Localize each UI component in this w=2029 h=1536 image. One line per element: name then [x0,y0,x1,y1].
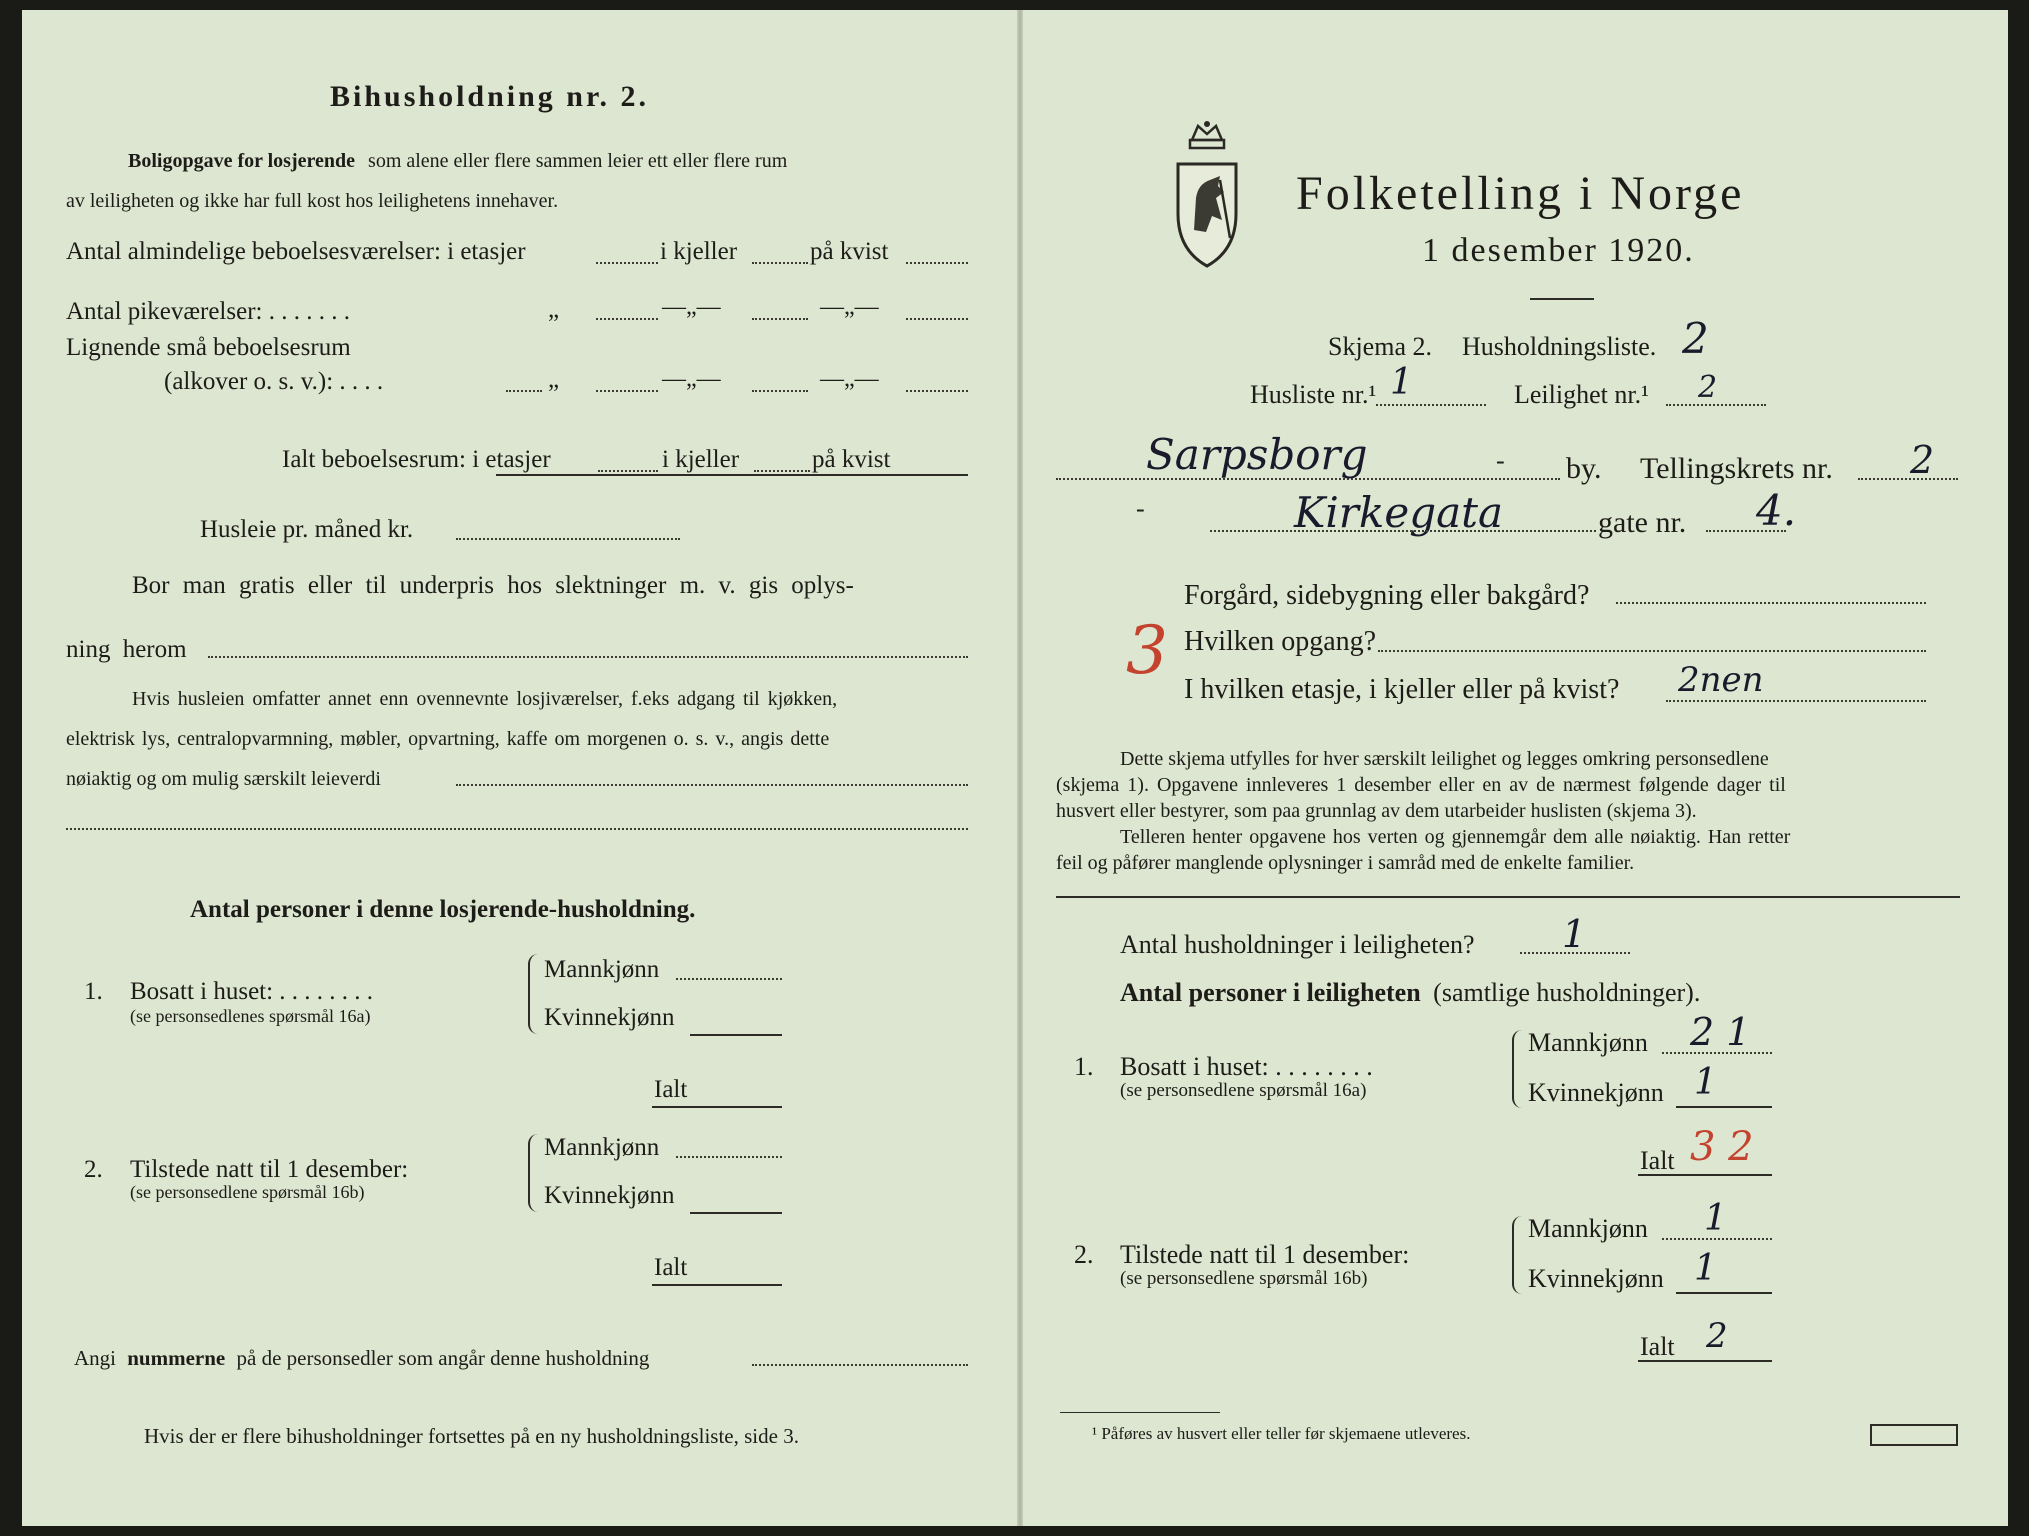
opgang-label: Hvilken opgang? [1184,626,1377,657]
right-bosatt-mann-field[interactable] [1662,1052,1772,1054]
right-bosatt-kvinne-value[interactable]: 1 [1694,1062,1717,1103]
left-bosatt-sub: (se personsedlenes spørsmål 16a) [130,1006,371,1026]
husleie-field[interactable] [456,538,680,540]
forgaard-field[interactable] [1616,602,1926,604]
by-label: by. [1566,452,1602,485]
leilighet-label: Leilighet nr.¹ [1514,380,1649,409]
right-tilstede-mann-label: Mannkjønn [1528,1214,1648,1243]
right-tilstede-kvinne-value[interactable]: 1 [1694,1248,1717,1289]
right-tilstede-kvinne-label: Kvinnekjønn [1528,1264,1664,1293]
husliste-value[interactable]: 1 [1390,362,1413,403]
angi-field[interactable] [752,1364,968,1366]
right-tilstede-label: Tilstede natt til 1 desember: [1120,1240,1410,1269]
alkover-label: (alkover o. s. v.): . . . . [164,368,384,395]
leieverdi-field-2[interactable] [66,828,968,830]
pike-ditto-2: —„— [662,294,721,320]
rooms-label: Antal almindelige beboelsesværelser: i etasjer [66,238,526,265]
right-bosatt-sub: (se personsedlene spørsmål 16a) [1120,1080,1367,1101]
right-tilstede-ialt-field[interactable] [1638,1360,1772,1362]
husleie-label: Husleie pr. måned kr. [200,516,414,543]
instructions-rule [1056,896,1960,898]
right-title: Folketelling i Norge [1296,167,1745,220]
right-bosatt-label: Bosatt i huset: . . . . . . . . [1120,1052,1373,1081]
pike-ditto-3: —„— [820,294,879,320]
husholdninger-field[interactable] [1520,952,1630,954]
ialt-kjeller-label: i kjeller [662,446,740,473]
right-persons-heading [1120,978,1700,1008]
instr-line-4: Telleren henter opgavene hos verten og gjennemgår dem alle nøiaktig. Han retter [1120,826,1791,848]
right-tilstede-ialt-label: Ialt [1640,1332,1675,1361]
alkover-ditto: „ [548,366,560,393]
angi-line [74,1346,649,1371]
right-tilstede-sub: (se personsedlene spørsmål 16b) [1120,1268,1368,1289]
etasje-field[interactable] [1666,700,1926,702]
left-tilstede-kvinne-label: Kvinnekjønn [544,1182,675,1209]
footnote-rule [1060,1412,1220,1413]
pike-field-2[interactable] [752,318,808,320]
right-bosatt-brace [1512,1030,1524,1108]
rooms-kvist-field[interactable] [906,262,968,264]
hvis-line-3: nøiaktig og om mulig særskilt leieverdi [66,768,381,790]
right-bosatt-kvinne-label: Kvinnekjønn [1528,1078,1664,1107]
leilighet-value[interactable]: 2 [1698,370,1718,405]
left-bosatt-mann-label: Mannkjønn [544,956,660,983]
left-bosatt-brace [528,954,540,1034]
right-tilstede-mann-value[interactable]: 1 [1704,1198,1727,1239]
left-bosatt-kvinne-field[interactable] [690,1034,782,1036]
bor-line-1: Bor man gratis eller til underpris hos slektninger m. v. gis oplys- [132,572,854,599]
intro-rest: som alene eller flere sammen leier ett eller flere rum [368,150,788,172]
pike-field-3[interactable] [906,318,968,320]
gate-field[interactable] [1210,530,1596,532]
intro-line-2: av leiligheten og ikke har full kost hos leilighetens innehaver. [66,190,559,212]
rooms-kjeller-field[interactable] [752,262,808,264]
husholdninger-value[interactable]: 1 [1562,912,1587,956]
right-bosatt-mann-label: Mannkjønn [1528,1028,1648,1057]
tellingskrets-field[interactable] [1858,478,1958,480]
gate-dash: - [1136,494,1145,523]
right-bosatt-mann-value[interactable]: 2 1 [1690,1010,1751,1054]
ialt-rooms-label: Ialt beboelsesrum: i etasjer [282,446,551,473]
title-rule [1530,298,1594,300]
right-bosatt-kvinne-field[interactable] [1676,1106,1772,1108]
right-bosatt-num: 1. [1074,1052,1094,1081]
bor-field[interactable] [208,656,968,658]
alkover-field-3[interactable] [906,390,968,392]
husholdningsliste-value[interactable]: 2 [1682,314,1709,363]
right-bosatt-ialt-field[interactable] [1638,1174,1772,1176]
right-persons-rest: (samtlige husholdninger). [1433,978,1701,1007]
gate-value[interactable]: Kirkegata [1294,488,1504,537]
right-tilstede-kvinne-field[interactable] [1676,1292,1772,1294]
right-tilstede-num: 2. [1074,1240,1094,1269]
skjema-label: Skjema 2. [1328,332,1432,361]
gate-nr-field[interactable] [1706,530,1786,532]
left-tilstede-mann-field[interactable] [676,1156,782,1158]
left-footer: Hvis der er flere bihusholdninger fortsettes på en ny husholdningsliste, side 3. [144,1424,799,1448]
alkover-field-2[interactable] [752,390,808,392]
intro-bold: Boligopgave for losjerende [128,150,356,172]
instr-line-5: feil og påfører manglende oplysninger i samråd med de enkelte familier. [1056,852,1635,874]
gate-nr-value[interactable]: 4. [1756,486,1797,535]
ialt-rooms-underline [496,474,968,476]
left-tilstede-ialt-label: Ialt [654,1254,688,1281]
instr-line-2: (skjema 1). Opgavene innleveres 1 desember eller en av de nærmest følgende dager til [1056,774,1786,796]
right-persons-bold: Antal personer i leiligheten [1120,978,1421,1007]
rooms-kvist-label: på kvist [810,238,889,265]
left-tilstede-num: 2. [84,1156,103,1183]
gate-label: gate nr. [1598,506,1687,539]
leilighet-field[interactable] [1666,404,1766,406]
left-tilstede-ialt-field[interactable] [652,1284,782,1286]
etasje-label: I hvilken etasje, i kjeller eller på kvist? [1184,674,1620,705]
tellingskrets-value[interactable]: 2 [1910,438,1935,482]
left-bosatt-ialt-field[interactable] [652,1106,782,1108]
husholdninger-label: Antal husholdninger i leiligheten? [1120,930,1475,959]
right-date: 1 desember 1920. [1422,232,1695,269]
angi-pre: Angi [74,1346,116,1370]
left-bosatt-label: Bosatt i huset: . . . . . . . . [130,978,374,1005]
husliste-field[interactable] [1376,404,1486,406]
left-tilstede-mann-label: Mannkjønn [544,1134,660,1161]
instr-line-1: Dette skjema utfylles for hver særskilt leilighet og legges omkring personsedlene [1120,748,1769,770]
angi-bold: nummerne [127,1346,226,1370]
alkover-ditto-3: —„— [820,366,879,392]
etasje-value[interactable]: 2nen [1678,660,1764,700]
left-title: Bihusholdning nr. 2. [330,80,650,113]
alkover-ditto-2: —„— [662,366,721,392]
by-dash: - [1496,446,1505,475]
tellingskrets-label: Tellingskrets nr. [1640,452,1833,485]
right-tilstede-brace [1512,1216,1524,1294]
right-bosatt-ialt-value[interactable]: 3 2 [1690,1124,1754,1170]
footnote: ¹ Påføres av husvert eller teller før skjemaene utleveres. [1092,1424,1471,1443]
ialt-etasjer-field[interactable] [598,470,658,472]
page-fold [1017,10,1023,1526]
intro-line-1 [128,150,787,173]
left-bosatt-num: 1. [84,978,103,1005]
ialt-kjeller-field[interactable] [754,470,810,472]
husliste-label: Husliste nr.¹ [1250,380,1377,409]
angi-rest: på de personsedler som angår denne husholdning [236,1346,650,1370]
hvis-line-2: elektrisk lys, centralopvarmning, møbler, opvartning, kaffe om morgenen o. s. v., angis dette [66,728,830,750]
right-tilstede-mann-field[interactable] [1662,1238,1772,1240]
printer-stamp [1870,1424,1958,1446]
husholdningsliste-label: Husholdningsliste. [1462,332,1657,361]
hvis-line-1: Hvis husleien omfatter annet enn ovennevnte losjiværelser, f.eks adgang til kjøkken, [132,688,838,710]
right-bosatt-ialt-label: Ialt [1640,1146,1675,1175]
rooms-etasjer-field[interactable] [596,262,658,264]
pike-field-1[interactable] [596,318,658,320]
forgaard-label: Forgård, sidebygning eller bakgård? [1184,580,1590,611]
bor-line-2: ning herom [66,636,187,663]
alkover-field-0[interactable] [506,390,542,392]
margin-red-number: 3 [1126,612,1168,689]
left-tilstede-kvinne-field[interactable] [690,1212,782,1214]
leieverdi-field[interactable] [456,784,968,786]
pike-label: Antal pikeværelser: . . . . . . . [66,298,350,325]
alkover-field-1[interactable] [596,390,658,392]
right-tilstede-ialt-value[interactable]: 2 [1706,1316,1728,1356]
coat-of-arms-icon [1172,120,1242,277]
left-tilstede-label: Tilstede natt til 1 desember: [130,1156,409,1183]
left-tilstede-sub: (se personsedlene spørsmål 16b) [130,1182,365,1202]
pike-ditto: „ [548,296,560,323]
left-tilstede-brace [528,1134,540,1212]
left-bosatt-ialt-label: Ialt [654,1076,688,1103]
left-bosatt-kvinne-label: Kvinnekjønn [544,1004,675,1031]
opgang-field[interactable] [1378,650,1926,652]
by-value[interactable]: Sarpsborg [1146,430,1368,479]
lignende-label: Lignende små beboelsesrum [66,334,351,361]
left-bosatt-mann-field[interactable] [676,978,782,980]
instr-line-3: husvert eller bestyrer, som paa grunnlag av dem utarbeider huslisten (skjema 3). [1056,800,1697,822]
left-persons-heading: Antal personer i denne losjerende-husholdning. [190,896,696,923]
rooms-kjeller-label: i kjeller [660,238,738,265]
ialt-kvist-label: på kvist [812,446,891,473]
